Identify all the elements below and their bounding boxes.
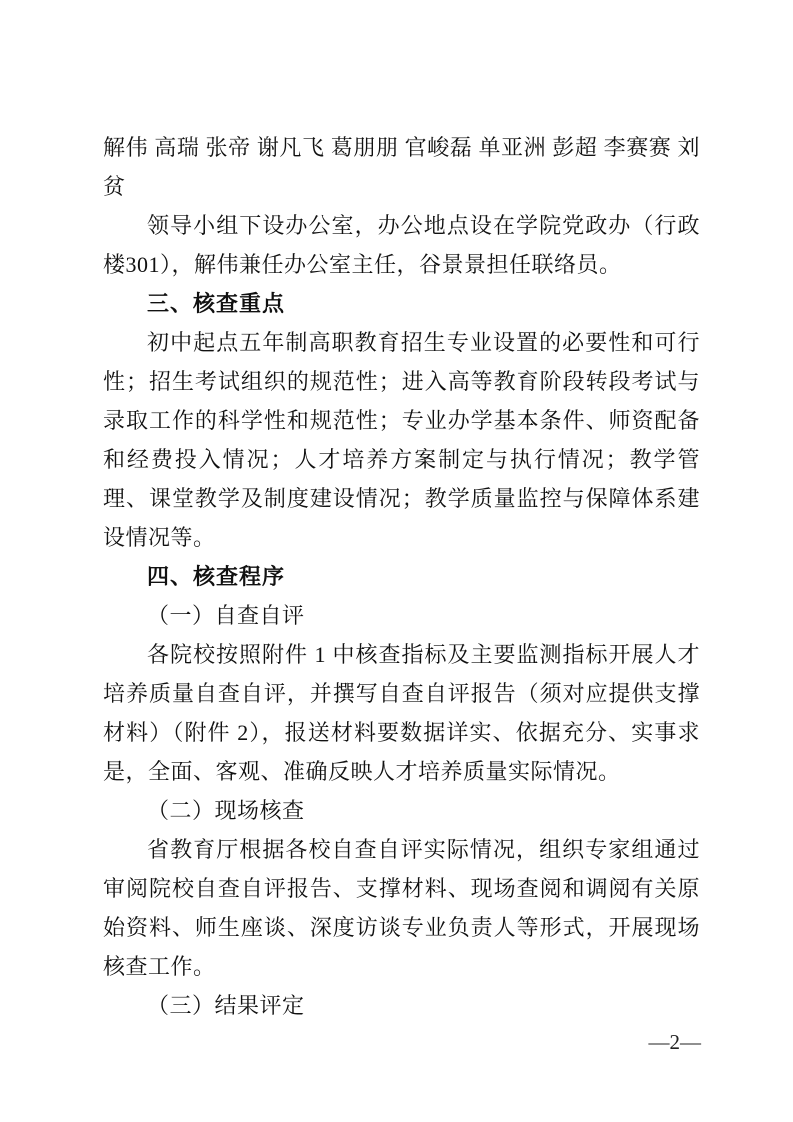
paragraph: 初中起点五年制高职教育招生专业设置的必要性和可行性；招生考试组织的规范性；进入高等教育阶段转段考试与录取工作的科学性和规范性；专业办学基本条件、师资配备和经费投入情况；人才培养方案制定与执行情况；教学管理、课堂教学及制度建设情况；教学质量监控与保障体系建设情况等。 [103,330,700,550]
paragraph: 三、核查重点 [147,291,286,316]
page-number: —2— [648,1030,701,1054]
paragraph: 领导小组下设办公室，办公地点设在学院党政办（行政楼301），解伟兼任办公室主任，谷景景担任联络员。 [103,213,700,277]
paragraph: （二）现场核查 [147,798,305,823]
paragraph: 各院校按照附件 1 中核查指标及主要监测指标开展人才培养质量自查自评，并撰写自查自评报告（须对应提供支撑材料）（附件 2），报送材料要数据详实、依据充分、实事求是，全面、客观、准确反映人才培养质量实际情况。 [103,642,700,784]
paragraph: （一）自查自评 [147,603,305,628]
paragraph: 省教育厅根据各校自查自评实际情况，组织专家组通过审阅院校自查自评报告、支撑材料、现场查阅和调阅有关原始资料、师生座谈、深度访谈专业负责人等形式，开展现场核查工作。 [103,837,700,979]
document-body [103,128,700,1025]
paragraph: 解伟 高瑞 张帝 谢凡飞 葛朋朋 官峻磊 单亚洲 彭超 李赛赛 刘贫 [103,135,700,199]
paragraph: 四、核查程序 [147,564,286,589]
paragraph: （三）结果评定 [147,993,305,1018]
